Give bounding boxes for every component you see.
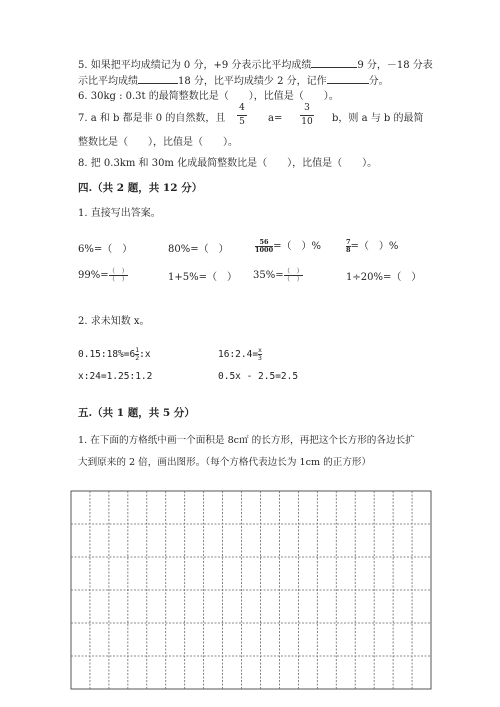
section-4-title: 四.（共 2 题，共 12 分）: [78, 182, 203, 194]
equation-1: [78, 347, 151, 362]
section-4-part1-title: 1. 直接写出答案。: [78, 208, 161, 219]
eq1-num: 1: [135, 346, 140, 354]
frac-7-den: 8: [346, 246, 351, 254]
q7-frac2-bar: [300, 115, 314, 116]
q7-frac1-num: 4: [239, 103, 245, 113]
q5-blank-3: [327, 74, 369, 84]
calc-35-percent: [253, 268, 303, 283]
calc-99-percent: [78, 268, 128, 283]
calc-56-rest: =（ ）%: [273, 241, 321, 252]
question-6: 6. 30kg : 0.3t 的最简整数比是（ ），比值是（ ）。: [78, 91, 339, 102]
eq1-post: :x: [139, 349, 151, 360]
q7-frac2-den: 10: [301, 117, 313, 127]
square-grid-paper[interactable]: [70, 490, 432, 690]
section-5-title: 五.（共 1 题，共 5 分）: [78, 407, 195, 419]
calc-80-percent: 80%=（ ）: [168, 244, 229, 255]
frac-56-num: 56: [259, 238, 269, 246]
frac-99-num: （ ）: [108, 267, 129, 275]
calc-7-rest: =（ ）%: [350, 241, 399, 252]
question-8: 8. 把 0.3km 和 30m 化成最简整数比是（ ），比值是（ ）。: [78, 158, 378, 169]
calc-56-over-1000: [255, 239, 321, 254]
frac-56-den: 1000: [255, 246, 274, 254]
q5-text-b: 9 分，－18 分表: [357, 60, 433, 71]
calc-1-plus-5-percent: 1+5%=（ ）: [168, 272, 237, 283]
q5-blank-1: [311, 58, 357, 68]
calc-1-div-20-percent: 1÷20%=（ ）: [346, 272, 422, 283]
equation-4: 0.5x - 2.5=2.5: [218, 371, 299, 382]
calc-99-pre: 99%=: [78, 270, 109, 281]
eq2-fraction: [258, 347, 262, 362]
frac-35-num: （ ）: [283, 267, 304, 275]
frac-35-den: （ ）: [283, 275, 304, 283]
question-7-line2: 整数比是（ ），比值是（ ）。: [78, 137, 238, 148]
q5-blank-2: [138, 74, 178, 84]
equation-2: [218, 347, 262, 362]
frac-blank-35: [284, 268, 304, 283]
calc-35-pre: 35%=: [253, 270, 284, 281]
q5-text-e: 分。: [368, 76, 389, 87]
q7-fraction-2: [300, 103, 314, 128]
frac-7-num: 7: [346, 238, 351, 246]
question-7-mid: a=: [268, 113, 283, 124]
q5-text-d: 18 分，比平均成绩少 2 分，记作: [178, 76, 327, 87]
frac-blank-99: [109, 268, 129, 283]
equation-3: x:24=1.25:1.2: [78, 371, 153, 382]
q7-frac1-bar: [237, 115, 247, 116]
eq1-pre: 0.15:18%=6: [78, 349, 136, 360]
section-4-part2-title: 2. 求未知数 x。: [78, 316, 150, 327]
q7-fraction-1: [237, 103, 247, 128]
frac-56-1000: [255, 239, 273, 254]
section-5-question-line2: 大到原来的 2 倍，画出图形。（每个方格代表边长为 1cm 的正方形）: [78, 457, 372, 468]
question-5-line1: [78, 58, 433, 72]
q5-text-a: 5. 如果把平均成绩记为 0 分，+9 分表示比平均成绩: [78, 60, 312, 71]
q7-frac2-num: 3: [304, 103, 310, 113]
eq2-pre: 16:2.4=: [218, 349, 259, 360]
calc-6-percent: 6%=（ ）: [78, 244, 133, 255]
q7-frac1-den: 5: [239, 117, 245, 127]
eq2-den: 3: [258, 354, 262, 362]
eq2-num: x: [258, 346, 262, 354]
calc-7-over-8: [346, 239, 398, 254]
section-5-question-line1: 1. 在下面的方格纸中画一个面积是 8c㎡ 的长方形，再把这个长方形的各边长扩: [78, 435, 415, 446]
q5-text-c: 示比平均成绩: [78, 76, 138, 87]
question-7-prefix: 7. a 和 b 都是非 0 的自然数，且: [78, 113, 226, 124]
eq1-den: 2: [135, 354, 140, 362]
question-5-line2: [78, 74, 389, 88]
frac-99-den: （ ）: [108, 275, 129, 283]
question-7-suffix: b，则 a 与 b 的最简: [332, 113, 424, 124]
